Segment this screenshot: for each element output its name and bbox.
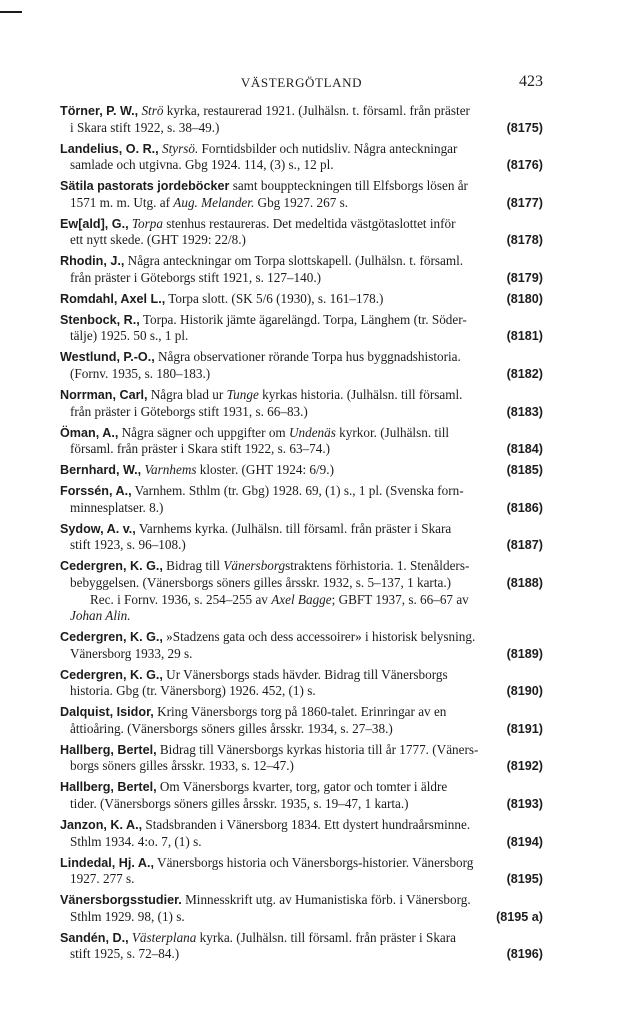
entry-continuation-line <box>60 270 543 287</box>
entry-author: Öman, A., <box>60 425 119 440</box>
entry-author: Ew[ald], G., <box>60 216 129 231</box>
entry-number: (8178) <box>506 233 543 248</box>
entry-text: Forntidsbilder och nutidsliv. Några anteckningar <box>198 140 458 156</box>
entry-author: Lindedal, Hj. A., <box>60 855 154 870</box>
entry-text: åttioåring. (Vänersborgs söners gilles årsskr. 1934, s. 27–38.) <box>70 720 393 736</box>
entry-text: tälje) 1925. 50 s., 1 pl. <box>70 328 189 344</box>
entry-number: (8190) <box>506 684 543 699</box>
entry-author: Westlund, P.-O., <box>60 350 155 365</box>
entry-continuation-line <box>60 537 543 554</box>
entry-review-line <box>60 592 543 609</box>
entry-text: Stadsbranden i Vänersborg 1834. Ett dystert hundraårsminne. <box>142 816 471 832</box>
running-title: VÄSTERGÖTLAND <box>240 75 363 90</box>
bibliography-list <box>60 103 543 967</box>
entry-text: borgs söners gilles årsskr. 1933, s. 12–47.) <box>70 758 294 774</box>
entry-number: (8175) <box>506 120 543 135</box>
entry-author: Vänersborgsstudier. <box>60 893 182 908</box>
entry-first-line <box>60 387 543 404</box>
entry-italic-title: Styrsö. <box>161 140 199 156</box>
entry-first-line <box>60 462 543 479</box>
entry-text: »Stadzens gata och dess accessoirer» i historisk belysning. <box>162 629 476 645</box>
entry-first-line <box>60 704 543 721</box>
entry-continuation-line <box>60 871 543 888</box>
entry-author: Forssén, A., <box>60 484 132 499</box>
page-header <box>60 73 543 93</box>
entry-first-line <box>60 855 543 872</box>
entry-first-line <box>60 425 543 442</box>
entry-author: Bernhard, W., <box>60 463 142 478</box>
entry-text: från präster i Göteborgs stift 1921, s. 127–140.) <box>70 269 322 285</box>
entry-text: kyrkas historia. (Julhälsn. till församl. <box>258 387 463 403</box>
bibliography-entry <box>60 483 543 516</box>
entry-author: Hallberg, Bertel, <box>60 742 157 757</box>
entry-author: Cedergren, K. G., <box>60 559 163 574</box>
bibliography-entry <box>60 629 543 662</box>
entry-text: Kring Vänersborgs torg på 1860-talet. Erinringar av en <box>153 704 447 720</box>
entry-text: kyrka, restaurerad 1921. (Julhälsn. t. församl. från präster <box>163 103 470 118</box>
bibliography-entry <box>60 387 543 420</box>
entry-first-line <box>60 667 543 684</box>
entry-number: (8193) <box>506 797 543 811</box>
bibliography-entry <box>60 667 543 700</box>
entry-text: Minnesskrift utg. av Humanistiska förb. i Vänersborg. <box>181 892 471 908</box>
entry-text: Några observationer rörande Torpa hus byggnadshistoria. <box>154 349 461 365</box>
entry-text: minnesplatser. 8.) <box>70 499 164 515</box>
entry-first-line <box>60 253 543 270</box>
entry-text: Ur Vänersborgs stads hävder. Bidrag till Vänersborgs <box>162 666 448 682</box>
entry-italic-title: Aug. Melander. <box>173 194 255 210</box>
entry-number: (8186) <box>506 500 543 515</box>
entry-text: Torpa slott. (SK 5/6 (1930), s. 161–178.) <box>165 290 384 306</box>
entry-text: (Fornv. 1935, s. 180–183.) <box>70 366 211 382</box>
entry-italic-title: Västerplana <box>131 929 197 945</box>
entry-text: kyrka. (Julhälsn. till församl. från präster i Skara <box>196 929 457 945</box>
entry-text: församl. från präster i Skara stift 1922, s. 63–74.) <box>70 441 331 457</box>
entry-text: Vänersborgs historia och Vänersborgs-historier. Vänersborg <box>154 854 474 870</box>
bibliography-entry <box>60 291 543 308</box>
entry-text: Rec. i Fornv. 1936, s. 254–255 av <box>90 591 272 607</box>
entry-text: bebyggelsen. (Vänersborgs söners gilles årsskr. 1932, s. 5–137, 1 karta.) <box>70 574 452 590</box>
entry-author: Norrman, Carl, <box>60 388 148 403</box>
bibliography-entry <box>60 103 543 136</box>
entry-text: Torpa. Historik jämte ägarelängd. Torpa, Länghem (tr. Söder- <box>139 311 467 327</box>
entry-continuation-line <box>60 683 543 700</box>
entry-continuation-line <box>60 441 543 458</box>
bibliography-entry <box>60 779 543 812</box>
entry-number: (8194) <box>506 834 543 849</box>
entry-text: Om Vänersborgs kvarter, torg, gator och tomter i äldre <box>156 779 448 795</box>
entry-text: ; GBFT 1937, s. 66–67 av <box>331 591 469 607</box>
entry-continuation-line <box>60 646 543 663</box>
entry-number: (8177) <box>506 195 543 210</box>
entry-text: Bidrag till Vänersborgs kyrkas historia till år 1777. (Väners- <box>156 741 479 757</box>
entry-italic-title: Undenäs <box>288 424 336 440</box>
entry-author: Landelius, O. R., <box>60 141 159 156</box>
entry-first-line <box>60 483 543 500</box>
entry-number: (8183) <box>506 404 543 419</box>
entry-continuation-line <box>60 721 543 738</box>
page-number: 423 <box>519 73 543 90</box>
entry-text: Sthlm 1929. 98, (1) s. <box>70 908 185 924</box>
entry-text: i Skara stift 1922, s. 38–49.) <box>70 119 220 135</box>
bibliography-entry <box>60 216 543 249</box>
entry-number: (8180) <box>506 291 543 306</box>
bibliography-entry <box>60 141 543 174</box>
entry-text: Varnhem. Sthlm (tr. Gbg) 1928. 69, (1) s., 1 pl. (Svenska forn- <box>131 483 464 499</box>
entry-text: Varnhems kyrka. (Julhälsn. till församl. från präster i Skara <box>135 520 452 536</box>
entry-italic-title: Strö <box>141 103 164 118</box>
entry-author: Stenbock, R., <box>60 312 140 327</box>
bibliography-entry <box>60 425 543 458</box>
entry-author: Sätila pastorats jordeböcker <box>60 179 230 194</box>
entry-author: Sydow, A. v., <box>60 521 136 536</box>
entry-author: Rhodin, J., <box>60 254 125 269</box>
entry-continuation-line <box>60 575 543 592</box>
entry-text: samt bouppteckningen till Elfsborgs lösen år <box>229 178 468 194</box>
bibliography-entry <box>60 892 543 925</box>
entry-text: samlade och utgivna. Gbg 1924. 114, (3) s., 12 pl. <box>70 157 334 173</box>
entry-italic-title: Johan Alin. <box>70 608 131 624</box>
entry-text: Vänersborg 1933, 29 s. <box>70 645 193 661</box>
entry-text: Några anteckningar om Torpa slottskapell. (Julhälsn. t. församl. <box>124 253 464 269</box>
entry-number: (8182) <box>506 367 543 382</box>
bibliography-entry <box>60 253 543 286</box>
entry-number: (8185) <box>506 463 543 478</box>
entry-text: Sthlm 1934. 4:o. 7, (1) s. <box>70 833 202 849</box>
bibliography-entry <box>60 742 543 775</box>
entry-continuation-line <box>60 328 543 345</box>
entry-text: straktens förhistoria. 1. Stenålders- <box>285 558 470 574</box>
entry-first-line <box>60 216 543 233</box>
entry-continuation-line <box>60 500 543 517</box>
entry-text: Några blad ur <box>147 387 227 403</box>
entry-continuation-line <box>60 120 543 137</box>
entry-continuation-line <box>60 404 543 421</box>
entry-text: kyrkor. (Julhälsn. till <box>335 424 450 440</box>
entry-text: Bidrag till <box>162 558 224 574</box>
entry-first-line <box>60 141 543 158</box>
entry-first-line <box>60 103 543 120</box>
entry-continuation-line <box>60 195 543 212</box>
entry-author: Sandén, D., <box>60 930 129 945</box>
entry-text: ett nytt skede. (GHT 1929: 22/8.) <box>70 232 246 248</box>
entry-text: tider. (Vänersborgs söners gilles årsskr. 1935, s. 19–47, 1 karta.) <box>70 796 409 811</box>
entry-text: Gbg 1927. 267 s. <box>254 194 349 210</box>
entry-number: (8187) <box>506 538 543 553</box>
entry-text: kloster. (GHT 1924: 6/9.) <box>196 462 334 478</box>
entry-continuation-line <box>60 232 543 249</box>
entry-text: stenhus restaureras. Det medeltida västgötaslottet inför <box>162 215 456 231</box>
entry-number: (8195) <box>506 872 543 887</box>
entry-number: (8176) <box>506 158 543 173</box>
entry-first-line <box>60 742 543 759</box>
entry-continuation-line <box>60 834 543 851</box>
entry-first-line <box>60 558 543 575</box>
entry-italic-title: Tunge <box>226 387 259 403</box>
bibliography-entry <box>60 704 543 737</box>
entry-first-line <box>60 178 543 195</box>
entry-text: 1571 m. m. Utg. af <box>70 194 174 210</box>
entry-italic-title: Vänersborg <box>223 558 286 574</box>
entry-review-line <box>60 608 543 625</box>
entry-text: stift 1923, s. 96–108.) <box>70 537 186 553</box>
entry-italic-title: Torpa <box>131 215 163 231</box>
entry-author: Janzon, K. A., <box>60 817 143 832</box>
entry-author: Hallberg, Bertel, <box>60 780 157 795</box>
entry-first-line <box>60 817 543 834</box>
entry-author: Törner, P. W., <box>60 104 139 118</box>
entry-number: (8195 a) <box>496 909 543 924</box>
entry-first-line <box>60 291 543 308</box>
top-rule <box>0 11 22 13</box>
entry-number: (8192) <box>506 759 543 774</box>
entry-author: Cedergren, K. G., <box>60 667 163 682</box>
bibliography-entry <box>60 558 543 624</box>
entry-first-line <box>60 629 543 646</box>
entry-text: Några sägner och uppgifter om <box>118 424 289 440</box>
entry-author: Romdahl, Axel L., <box>60 291 166 306</box>
entry-continuation-line <box>60 909 543 926</box>
bibliography-entry <box>60 312 543 345</box>
entry-number: (8191) <box>506 721 543 736</box>
entry-number: (8196) <box>506 947 543 962</box>
entry-text: från präster i Göteborgs stift 1931, s. 66–83.) <box>70 403 308 419</box>
entry-first-line <box>60 892 543 909</box>
entry-italic-title: Varnhems <box>144 462 197 478</box>
entry-number: (8181) <box>506 329 543 344</box>
bibliography-entry <box>60 349 543 382</box>
entry-first-line <box>60 521 543 538</box>
bibliography-entry <box>60 462 543 479</box>
bibliography-entry <box>60 521 543 554</box>
entry-continuation-line <box>60 758 543 775</box>
entry-number: (8189) <box>506 646 543 661</box>
bibliography-entry <box>60 855 543 888</box>
bibliography-entry <box>60 817 543 850</box>
entry-author: Dalquist, Isidor, <box>60 705 154 720</box>
bibliography-entry <box>60 930 543 963</box>
entry-number: (8179) <box>506 270 543 285</box>
entry-text: 1927. 277 s. <box>70 871 135 887</box>
entry-continuation-line <box>60 157 543 174</box>
entry-number: (8184) <box>506 442 543 457</box>
entry-continuation-line <box>60 796 543 813</box>
entry-italic-title: Axel Bagge <box>271 591 332 607</box>
entry-text: historia. Gbg (tr. Vänersborg) 1926. 452, (1) s. <box>70 683 316 699</box>
entry-first-line <box>60 930 543 947</box>
bibliography-entry <box>60 178 543 211</box>
entry-continuation-line <box>60 946 543 963</box>
entry-number: (8188) <box>506 575 543 590</box>
entry-first-line <box>60 349 543 366</box>
entry-continuation-line <box>60 366 543 383</box>
entry-first-line <box>60 779 543 796</box>
entry-author: Cedergren, K. G., <box>60 630 163 645</box>
entry-first-line <box>60 312 543 329</box>
entry-text: stift 1925, s. 72–84.) <box>70 946 180 962</box>
